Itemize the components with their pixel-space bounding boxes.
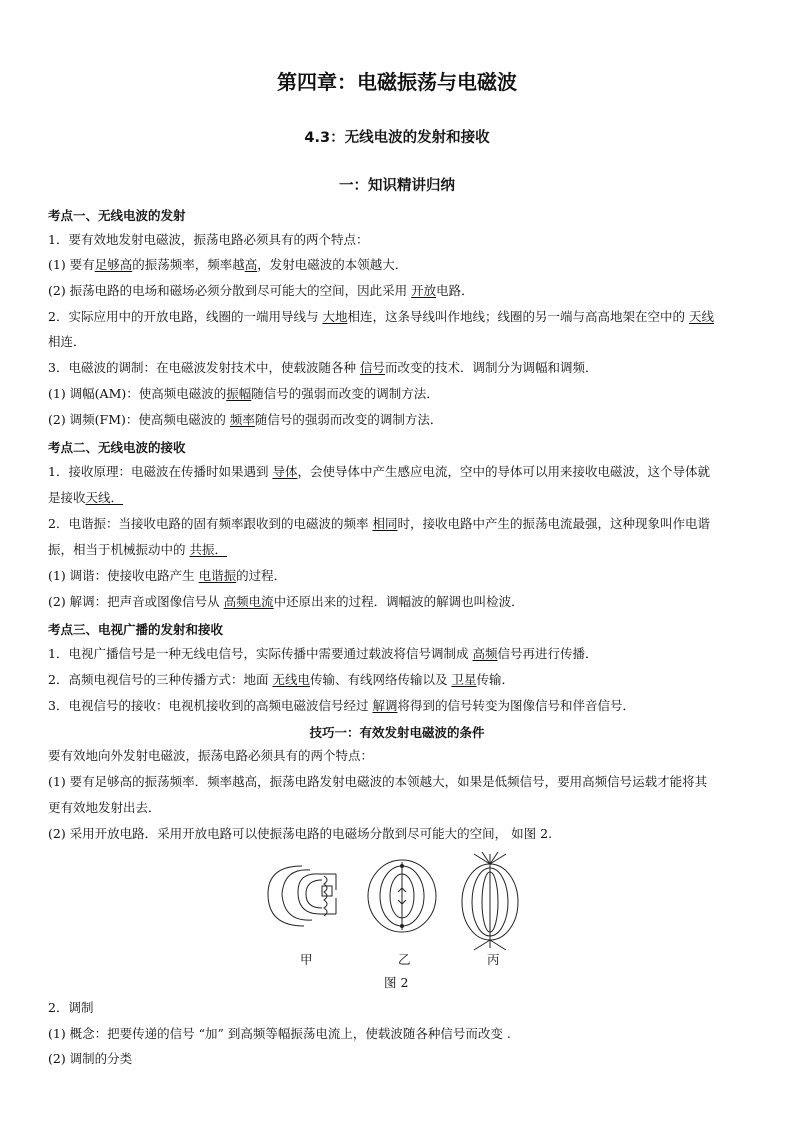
kp3-heading: 考点三、电视广播的发射和接收 (48, 622, 224, 637)
tip1-line-3: 更有效地发射出去． (48, 800, 161, 815)
kp3-line-2: 2．高频电视信号的三种传播方式：地面 无线电传输、有线网络传输以及 卫星传输． (48, 672, 514, 687)
kp1-line-1: 1．要有效地发射电磁波，振荡电路必须具有的两个特点： (48, 232, 369, 247)
kp1-line-2: (1) 要有足够高的振荡频率，频率越高，发射电磁波的本领越大． (48, 257, 408, 272)
figure-label-yi: 乙 (398, 952, 411, 967)
kp1-line-8: (2) 调频(FM)：使高频电磁波的 频率随信号的强弱而改变的调制方法． (48, 412, 443, 427)
tip1-line-1: 要有效地向外发射电磁波，振荡电路必须具有的两个特点： (48, 748, 374, 763)
kp3-line-1: 1．电视广播信号是一种无线电信号，实际传播中需要通过载波将信号调制成 高频信号再进行传播． (48, 646, 598, 661)
tip1-line-4: (2) 采用开放电路．采用开放电路可以使振荡电路的电磁场分散到尽可能大的空间， 如图 2. (48, 826, 553, 841)
kp1-heading: 考点一、无线电波的发射 (48, 208, 186, 223)
kp1-line-6: 3．电磁波的调制：在电磁波发射技术中，使载波随各种 信号而改变的技术．调制分为调幅和调频． (48, 360, 598, 375)
kp2-line-3: 2．电谐振：当接收电路的固有频率跟收到的电磁波的频率 相同时，接收电路中产生的振荡电流最强，这种现象叫作电谐 (48, 516, 710, 531)
kp3-line-3: 3．电视信号的接收：电视机接收到的高频电磁波信号经过 解调将得到的信号转变为图像信号和伴音信号． (48, 698, 635, 713)
diagram-jia (268, 866, 336, 926)
kp2-line-6: (2) 解调：把声音或图像信号从 高频电流中还原出来的过程．调幅波的解调也叫检波． (48, 594, 524, 609)
chapter-title: 第四章：电磁振荡与电磁波 (277, 70, 517, 94)
modulation-heading: 2．调制 (48, 1000, 94, 1015)
figure-label-bing: 丙 (487, 952, 500, 967)
kp1-line-4: 2．实际应用中的开放电路，线圈的一端用导线与 大地相连，这条导线叫作地线；线圈的另一端与高高地架在空中的 天线 (48, 309, 714, 324)
tip1-line-2: (1) 要有足够高的振荡频率．频率越高，振荡电路发射电磁波的本领越大，如果是低频信号，要用高频信号运载才能将其 (48, 774, 708, 789)
lesson-subtitle: 4.3：无线电波的发射和接收 (304, 130, 490, 146)
tip1-heading: 技巧一：有效发射电磁波的条件 (309, 725, 485, 740)
figure-label-jia: 甲 (300, 952, 313, 967)
section-heading: 一：知识精讲归纳 (339, 178, 455, 194)
kp1-line-3: (2) 振荡电路的电场和磁场必须分散到尽可能大的空间，因此采用 开放电路． (48, 283, 474, 298)
kp2-line-2: 是接收天线． (48, 490, 124, 505)
figure-caption: 图 2 (384, 975, 409, 990)
diagram-yi (368, 860, 436, 932)
kp2-line-1: 1．接收原理：电磁波在传播时如果遇到 导体，会使导体中产生感应电流，空中的导体可以用来接收电磁波，这个导体就 (48, 464, 710, 479)
modulation-line-2: (2) 调制的分类 (48, 1051, 133, 1066)
diagram-bing (462, 852, 518, 950)
kp1-line-5: 相连． (48, 334, 86, 349)
kp2-heading: 考点二、无线电波的接收 (48, 440, 186, 455)
kp2-line-4: 振，相当于机械振动中的 共振． (48, 542, 227, 557)
modulation-line-1: (1) 概念：把要传递的信号 “加” 到高频等幅振荡电流上，使载波随各种信号而改变 . (48, 1026, 511, 1041)
kp1-line-7: (1) 调幅(AM)：使高频电磁波的振幅随信号的强弱而改变的调制方法． (48, 386, 439, 401)
kp2-line-5: (1) 调谐：使接收电路产生 电谐振的过程． (48, 568, 287, 583)
